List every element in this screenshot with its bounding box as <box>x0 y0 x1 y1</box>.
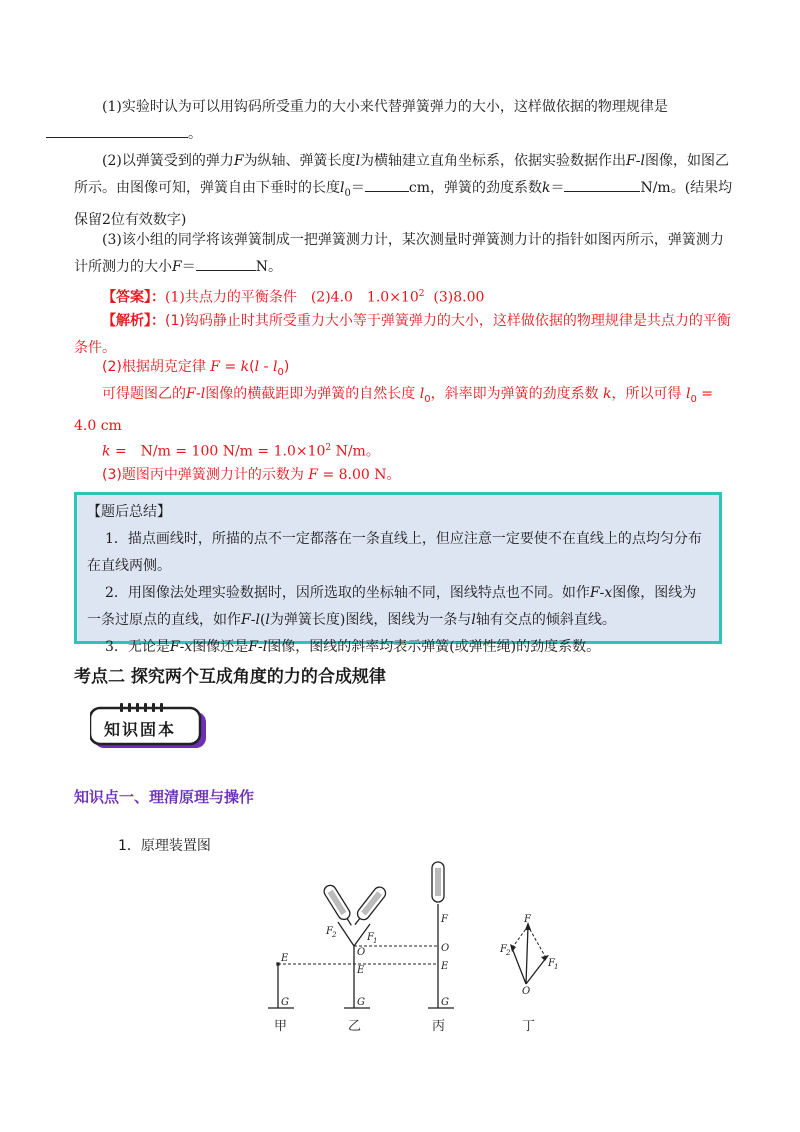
svg-text:2: 2 <box>332 931 337 939</box>
answer-blank-4 <box>196 254 256 271</box>
label-G-yi: G <box>357 997 365 1008</box>
analysis-line-2: (2)根据胡克定律 $F = k(l - l_0)$ <box>102 359 290 378</box>
answer-blank-3 <box>564 175 640 192</box>
question-1: (1)实验时认为可以用钩码所受重力的大小来代替弹簧弹力的大小，这样做依据的物理规律是 。 <box>74 94 734 148</box>
answer-label: 【答案】： <box>102 289 165 306</box>
label-O-yi: O <box>357 947 366 958</box>
answer-blank-1 <box>46 121 188 138</box>
analysis-label: 【解析】： <box>102 313 165 329</box>
figure-label: 1．原理装置图 <box>118 838 211 854</box>
summary-item-2: 2．用图像法处理实验数据时，因所选取的坐标轴不同，图线特点也不同。如作F-x图像，图线为一条过原点的直线，如作F-l(l为弹簧长度)图线，图线为一条与l轴有交点的倾斜直线。 <box>87 585 697 628</box>
label-F1-ding: F <box>548 958 555 969</box>
answer-line: 【答案】：(1)共点力的平衡条件 (2)4.0 $1.0\times 10^2$ (3)8.00 <box>102 289 485 306</box>
caption-ding: 丁 <box>522 1019 536 1034</box>
answer-blank-2 <box>365 175 409 192</box>
label-F1-yi: F <box>367 932 374 943</box>
summary-title: 【题后总结】 <box>87 504 171 520</box>
summary-item-1: 1．描点画线时，所描的点不一定都落在一条直线上，但应注意一定要使不在直线上的点均匀分布在直线两侧。 <box>87 531 702 574</box>
label-G-jia: G <box>281 997 289 1008</box>
svg-text:1: 1 <box>373 937 378 945</box>
caption-jia: 甲 <box>274 1019 288 1034</box>
apparatus-diagram <box>260 860 580 1040</box>
section-title: 考点二 探究两个互成角度的力的合成规律 <box>74 667 386 687</box>
caption-yi: 乙 <box>348 1019 362 1034</box>
label-F2-yi: F <box>326 926 333 937</box>
analysis-line-4: k = N/m = 100 $N/m = 1.0\times 10^2$ N/m。 <box>102 443 380 460</box>
label-F-bing: F <box>441 914 448 925</box>
summary-box <box>74 492 722 655</box>
question-2: (2)以弹簧受到的弹力F为纵轴、弹簧长度l为横轴建立直角坐标系，依据实验数据作出F-l图像，如图乙所示。由图像可知，弹簧自由下垂时的长度$l_0=$ cm，弹簧的劲度系数k＝ N/m。(结果均保留2位有效数字) <box>74 153 733 228</box>
label-O-bing: O <box>441 943 450 954</box>
question-3: (3)该小组的同学将该弹簧制成一把弹簧测力计，某次测量时弹簧测力计的指针如图丙所示，弹簧测力计所测力的大小F＝ N。 <box>74 232 724 275</box>
knowledge-point-title: 知识点一、理清原理与操作 <box>74 788 255 806</box>
badge-text: 知识固本 <box>104 720 177 739</box>
analysis-block: 【解析】：(1)钩码静止时其所受重力大小等于弹簧弹力的大小，这样做依据的物理规律是共点力的平衡条件。 <box>74 313 731 356</box>
summary-item-3: 3．无论是F-x图像还是F-l图像，图线的斜率均表示弹簧(或弹性绳)的劲度系数。 <box>105 639 601 655</box>
label-G-bing: G <box>441 997 449 1008</box>
analysis-line-5: (3)题图丙中弹簧测力计的示数为 F = 8.00 N。 <box>102 467 401 483</box>
analysis-line-3: 可得题图乙的F-l图像的横截距即为弹簧的自然长度 $l_0$，斜率即为弹簧的劲度系数 k，所以可得 $l_0 = 4.0$ cm <box>74 386 714 434</box>
svg-text:1: 1 <box>554 963 559 971</box>
label-E-bing: E <box>441 961 449 972</box>
label-F2-ding: F <box>500 944 507 955</box>
caption-bing: 丙 <box>432 1019 446 1034</box>
knowledge-badge <box>90 702 210 752</box>
label-F-ding: F <box>524 914 531 925</box>
label-O-ding: O <box>522 986 531 997</box>
label-E-jia: E <box>281 953 289 964</box>
label-E-yi: E <box>357 965 365 976</box>
svg-text:2: 2 <box>506 949 511 957</box>
